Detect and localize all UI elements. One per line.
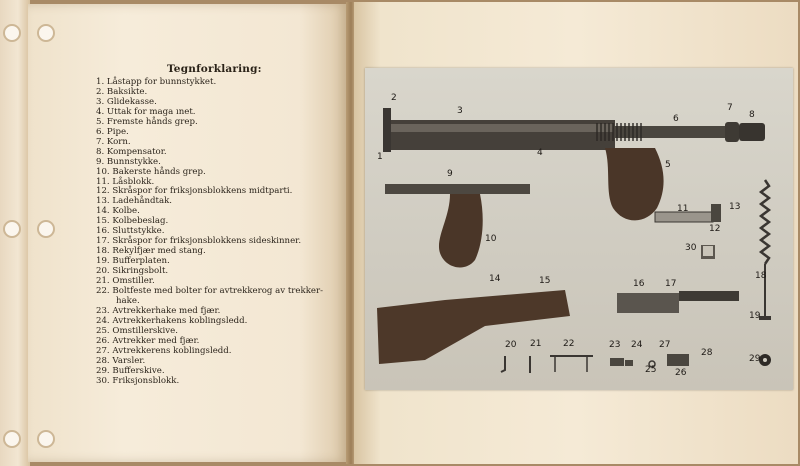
binder-hole <box>37 24 55 42</box>
legend-item: 5. Fremste hånds grep. <box>96 116 198 127</box>
legend-item: 4. Uttak for maga ınet. <box>96 106 196 117</box>
legend-item: 21. Omstiller. <box>96 276 155 287</box>
legend-item: 3. Glidekasse. <box>96 96 157 107</box>
binder-hole <box>37 220 55 238</box>
buffer-plate-part <box>759 316 771 320</box>
front-sight-part <box>725 122 739 142</box>
callout-label: 4 <box>537 148 543 158</box>
callout-label: 2 <box>391 93 397 103</box>
legend-item: 8. Kompensator. <box>96 146 167 157</box>
rear-sight-part <box>383 108 391 152</box>
legend-item: 26. Avtrekker med fjær. <box>96 335 200 346</box>
compensator-part <box>739 123 765 141</box>
legend-item: 27. Avtrekkerens koblingsledd. <box>96 345 232 356</box>
callout-label: 22 <box>563 339 575 349</box>
stock-part <box>377 290 570 364</box>
callout-label: 3 <box>457 106 463 116</box>
callout-label: 8 <box>749 110 755 120</box>
legend-item: 6. Pipe. <box>96 126 129 137</box>
friction-block-hole <box>703 246 713 256</box>
legend-item: 15. Kolbebeslag. <box>96 216 169 227</box>
legend-item: 24. Avtrekkerhakens koblingsledd. <box>96 315 248 326</box>
legend-item: 19. Bufferplaten. <box>96 256 170 267</box>
callout-label: 7 <box>727 103 733 113</box>
front-grip-part <box>605 148 664 220</box>
bolt-part <box>617 293 679 313</box>
binder-hole <box>3 220 21 238</box>
legend-item: 23. Avtrekkerhake med fjær. <box>96 305 221 316</box>
callout-label: 16 <box>633 279 645 289</box>
legend-item: 10. Bakerste hånds grep. <box>96 166 206 177</box>
callout-label: 27 <box>659 340 671 350</box>
callout-label: 10 <box>485 234 497 244</box>
legend-item: 25. Omstillerskive. <box>96 325 178 336</box>
bolt-extension-part <box>679 291 739 301</box>
callout-label: 21 <box>530 339 542 349</box>
legend-item: 2. Baksikte. <box>96 86 148 97</box>
callout-label: 17 <box>665 279 677 289</box>
legend-item: 16. Sluttstykke. <box>96 226 165 237</box>
callout-label: 11 <box>677 204 689 214</box>
safety-bolt-part <box>501 356 505 372</box>
callout-label: 19 <box>749 311 761 321</box>
binder-hole <box>3 24 21 42</box>
legend-item: 30. Friksjonsblokk. <box>96 375 180 386</box>
trigger-frame-part <box>385 184 530 194</box>
trigger-part <box>667 354 689 366</box>
callout-label: 20 <box>505 340 517 350</box>
callout-label: 9 <box>447 169 453 179</box>
legend-item: 22. Boltfeste med bolter for avtrekkerog av trekker- <box>96 286 324 297</box>
callout-label: 1 <box>377 152 383 162</box>
legend-item: 17. Skråspor for friksjonsblokkens sideskinner. <box>96 236 302 247</box>
legend-item: 9. Bunnstykke. <box>96 156 161 167</box>
parts-illustration <box>365 68 793 390</box>
callout-label: 14 <box>489 274 501 284</box>
legend-item-continuation: hake. <box>116 295 140 306</box>
legend-list <box>96 78 323 387</box>
legend-item: 13. Ladehåndtak. <box>96 196 173 207</box>
binder-hole <box>37 430 55 448</box>
legend-item: 1. Låstapp for bunnstykket. <box>96 77 217 87</box>
callout-label: 13 <box>729 202 741 212</box>
legend-item: 20. Sikringsbolt. <box>96 266 169 277</box>
exploded-view-photo <box>365 68 793 390</box>
receiver-highlight <box>387 124 613 132</box>
callout-label: 15 <box>539 276 551 286</box>
legend-item: 12. Skråspor for friksjonsblokkens midtparti. <box>96 186 293 197</box>
callout-label: 18 <box>755 271 767 281</box>
rear-grip-part <box>439 194 483 267</box>
sear-part <box>610 358 624 366</box>
callout-label: 28 <box>701 348 713 358</box>
legend-item: 14. Kolbe. <box>96 206 140 217</box>
legend-item: 11. Låsblokk. <box>96 176 155 187</box>
callout-label: 24 <box>631 340 643 350</box>
callout-label: 6 <box>673 114 679 124</box>
legend-item: 29. Bufferskive. <box>96 365 165 376</box>
callout-label: 26 <box>675 368 687 378</box>
callout-label: 30 <box>685 243 697 253</box>
callout-label: 29 <box>749 354 761 364</box>
callout-label: 25 <box>645 365 657 375</box>
callout-label: 5 <box>665 160 671 170</box>
callout-label: 23 <box>609 340 621 350</box>
legend-item: 7. Korn. <box>96 136 131 147</box>
legend-item: 28. Varsler. <box>96 355 146 366</box>
callout-label: 12 <box>709 224 721 234</box>
cocking-handle-part <box>711 204 721 222</box>
binder-hole <box>3 430 21 448</box>
legend-item: 18. Rekylfjær med stang. <box>96 246 206 257</box>
recoil-spring-part <box>761 180 769 264</box>
legend-title: Tegnforklaring: <box>167 63 262 75</box>
sear-link-part <box>625 360 633 366</box>
